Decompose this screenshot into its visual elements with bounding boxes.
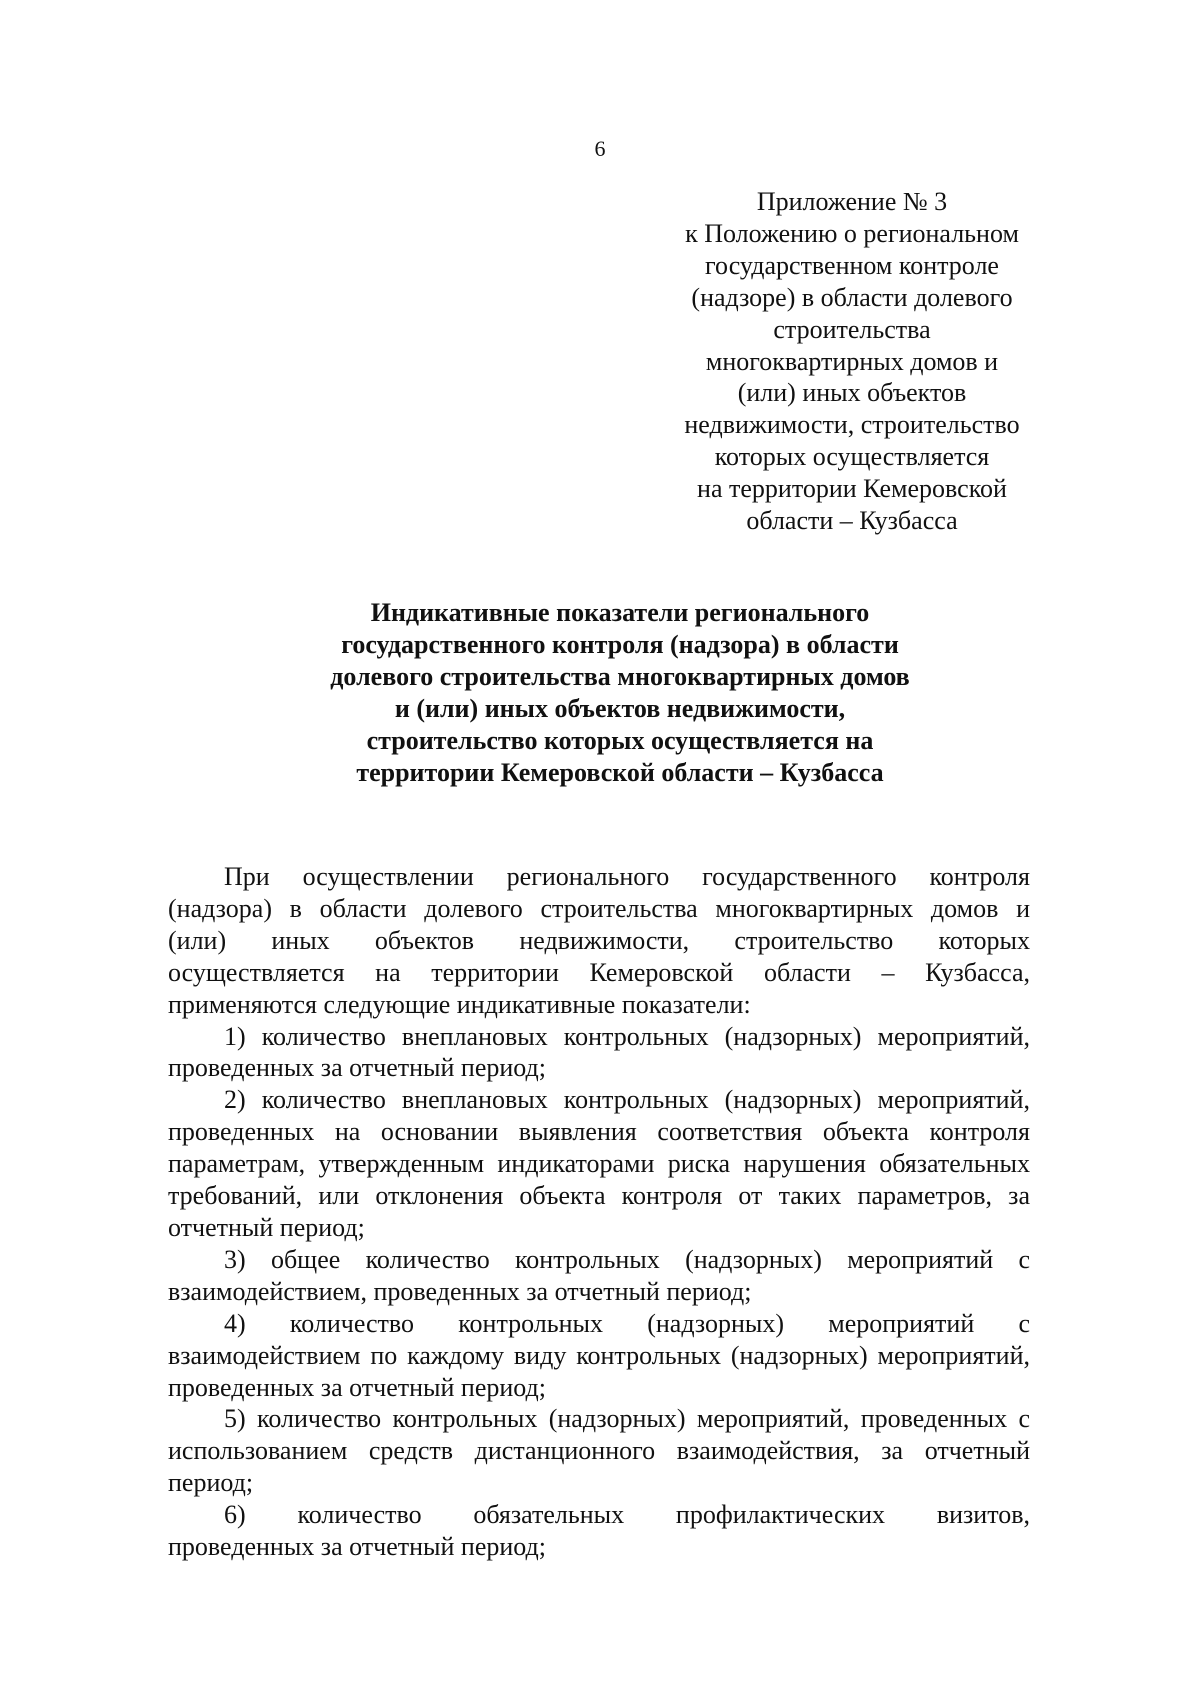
appendix-line: недвижимости, строительство: [684, 410, 1020, 440]
intro-line: осуществляется на территории Кемеровской области – Кузбасса,: [168, 957, 1030, 987]
document-title: [170, 597, 1070, 788]
appendix-line: на территории Кемеровской: [697, 474, 1007, 504]
title-line: территории Кемеровской области – Кузбасса: [356, 757, 884, 787]
title-line: и (или) иных объектов недвижимости,: [394, 693, 846, 723]
title-line: Индикативные показатели регионального: [370, 598, 870, 627]
indicator-item-6: [168, 1499, 1030, 1563]
document-body: [168, 861, 1030, 1563]
appendix-line: к Положению о региональном: [685, 218, 1019, 248]
intro-line: применяются следующие индикативные показатели:: [168, 989, 751, 1019]
indicator-item-2: 2) количество внеплановых контрольных (надзорных) мероприятий, проведенных на основании выявления соответствия объекта контроля параметрам, утвержденным индикаторами риска нарушения обязательных требований, или отклонения объекта контроля от таких параметров, за отчетный период;: [168, 1085, 1030, 1242]
item-6-line: проведенных за отчетный период;: [168, 1532, 546, 1562]
appendix-line: многоквартирных домов и: [705, 346, 999, 376]
intro-line: При осуществлении регионального государственного контроля: [224, 862, 1030, 891]
title-line: долевого строительства многоквартирных домов: [330, 661, 910, 691]
appendix-line: (надзоре) в области долевого: [691, 282, 1013, 312]
intro-paragraph: [168, 861, 1030, 1021]
appendix-line: которых осуществляется: [714, 442, 990, 472]
intro-line: (или) иных объектов недвижимости, строительство которых: [168, 925, 1030, 955]
appendix-line: строительства: [773, 314, 931, 344]
appendix-line: (или) иных объектов: [737, 378, 967, 408]
appendix-line: государственном контроле: [705, 250, 999, 280]
item-6-line: 6) количество обязательных профилактических визитов,: [224, 1500, 1030, 1530]
indicator-item-1: 1) количество внеплановых контрольных (надзорных) мероприятий, проведенных за отчетный период;: [168, 1021, 1030, 1083]
intro-line: (надзора) в области долевого строительства многоквартирных домов и: [168, 893, 1030, 923]
title-line: строительство которых осуществляется на: [366, 725, 874, 755]
indicator-item-5: 5) количество контрольных (надзорных) мероприятий, проведенных с использованием средств дистанционного взаимодействия, за отчетный период;: [168, 1404, 1030, 1498]
page-number: 6: [594, 136, 606, 161]
appendix-line: Приложение № 3: [756, 187, 948, 216]
indicator-item-4: 4) количество контрольных (надзорных) мероприятий с взаимодействием по каждому виду контрольных (надзорных) мероприятий, проведенных за отчетный период;: [168, 1308, 1030, 1402]
appendix-reference: [672, 186, 1032, 537]
title-line: государственного контроля (надзора) в области: [341, 629, 899, 659]
indicator-item-3: 3) общее количество контрольных (надзорных) мероприятий с взаимодействием, проведенных за отчетный период;: [168, 1244, 1030, 1306]
appendix-line: области – Кузбасса: [746, 506, 958, 536]
